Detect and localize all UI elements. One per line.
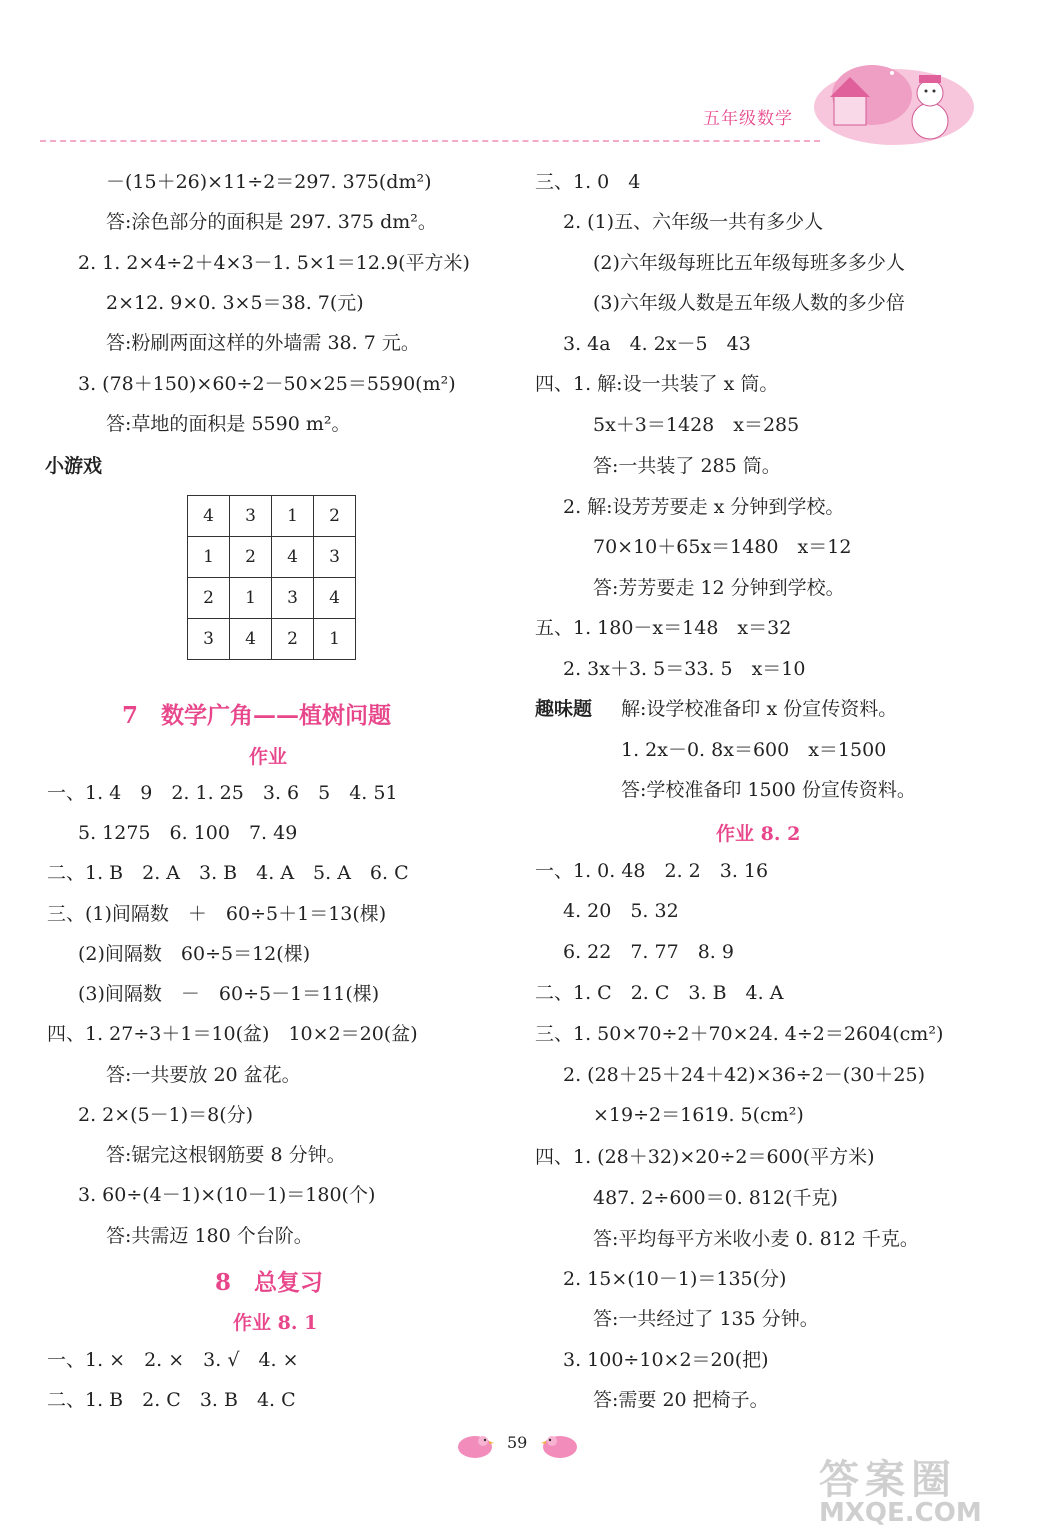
grid-cell: 4 [188, 496, 230, 537]
right-line-12: 五、1. 180－x＝148 x＝32 [535, 617, 792, 639]
sudoku-grid [187, 495, 356, 660]
grid-cell: 1 [188, 537, 230, 578]
s82-line-1: 一、1. 0. 48 2. 2 3. 16 [535, 860, 769, 882]
s7-line-1: 一、1. 4 9 2. 1. 25 3. 6 5 4. 51 [47, 782, 398, 804]
grid-cell: 3 [314, 537, 356, 578]
s82-line-7: ×19÷2＝1619. 5(cm²) [593, 1104, 804, 1126]
s82-line-10: 答:平均每平方米收小麦 0. 812 千克。 [593, 1228, 919, 1250]
s7-line-12: 答:共需迈 180 个台阶。 [106, 1225, 313, 1247]
grid-cell: 4 [314, 578, 356, 619]
section-82-subtitle: 作业 8. 2 [716, 823, 801, 845]
right-line-8: 答:一共装了 285 筒。 [593, 455, 781, 477]
grid-cell: 2 [188, 578, 230, 619]
grid-cell: 3 [230, 496, 272, 537]
grid-cell: 3 [188, 619, 230, 660]
s82-line-14: 答:需要 20 把椅子。 [593, 1389, 769, 1411]
s7-line-8: 答:一共要放 20 盆花。 [106, 1064, 301, 1086]
left-line-3: 2. 1. 2×4÷2＋4×3－1. 5×1＝12.9(平方米) [78, 252, 470, 274]
s82-line-8: 四、1. (28＋32)×20÷2＝600(平方米) [535, 1146, 875, 1168]
bird-left-icon [455, 1430, 495, 1460]
watermark-bottom: MXQE.COM [819, 1498, 982, 1528]
right-line-4: (3)六年级人数是五年级人数的多少倍 [593, 292, 905, 314]
s7-line-5: (2)间隔数 60÷5＝12(棵) [78, 943, 311, 965]
right-line-9: 2. 解:设芳芳要走 x 分钟到学校。 [563, 496, 845, 518]
right-line-16: 1. 2x－0. 8x＝600 x＝1500 [621, 739, 887, 761]
game-label: 小游戏 [45, 455, 103, 477]
grid-cell: 2 [272, 619, 314, 660]
s7-line-3: 二、1. B 2. A 3. B 4. A 5. A 6. C [47, 862, 409, 884]
right-line-17: 答:学校准备印 1500 份宣传资料。 [621, 779, 916, 801]
watermark-top: 答案圈 [819, 1457, 957, 1503]
s7-line-7: 四、1. 27÷3＋1＝10(盆) 10×2＝20(盆) [47, 1023, 418, 1045]
left-line-7: 答:草地的面积是 5590 m²。 [106, 413, 351, 435]
s82-line-4: 二、1. C 2. C 3. B 4. A [535, 982, 784, 1004]
grid-cell: 2 [314, 496, 356, 537]
right-line-6: 四、1. 解:设一共装了 x 筒。 [535, 373, 779, 395]
left-line-4: 2×12. 9×0. 3×5＝38. 7(元) [106, 292, 364, 314]
s7-line-10: 答:锯完这根钢筋要 8 分钟。 [106, 1144, 346, 1166]
grid-cell: 1 [272, 496, 314, 537]
grid-cell: 4 [230, 619, 272, 660]
section-8-title: 8 总复习 [215, 1269, 324, 1296]
s7-line-9: 2. 2×(5－1)＝8(分) [78, 1104, 254, 1126]
right-line-13: 2. 3x＋3. 5＝33. 5 x＝10 [563, 658, 806, 680]
grid-cell: 1 [230, 578, 272, 619]
s82-line-6: 2. (28＋25＋24＋42)×36÷2－(30＋25) [563, 1064, 925, 1086]
s7-line-6: (3)间隔数 － 60÷5－1＝11(棵) [78, 983, 380, 1005]
right-line-1: 三、1. 0 4 [535, 171, 641, 193]
section-8-subtitle: 作业 8. 1 [233, 1312, 318, 1334]
left-line-2: 答:涂色部分的面积是 297. 375 dm²。 [106, 211, 437, 233]
s82-line-9: 487. 2÷600＝0. 812(千克) [593, 1187, 838, 1209]
s8-line-1: 一、1. × 2. × 3. √ 4. × [47, 1349, 299, 1371]
s82-line-2: 4. 20 5. 32 [563, 900, 679, 922]
s7-line-2: 5. 1275 6. 100 7. 49 [78, 822, 298, 844]
s82-line-13: 3. 100÷10×2＝20(把) [563, 1349, 769, 1371]
s7-line-4: 三、(1)间隔数 ＋ 60÷5＋1＝13(棵) [47, 903, 387, 925]
left-line-6: 3. (78＋150)×60÷2－50×25＝5590(m²) [78, 373, 456, 395]
s82-line-5: 三、1. 50×70÷2＋70×24. 4÷2＝2604(cm²) [535, 1023, 944, 1045]
header-divider [40, 140, 820, 142]
bird-right-icon [540, 1430, 580, 1460]
s82-line-11: 2. 15×(10－1)＝135(分) [563, 1268, 787, 1290]
grid-cell: 4 [272, 537, 314, 578]
section-7-subtitle: 作业 [249, 746, 288, 768]
right-line-2: 2. (1)五、六年级一共有多少人 [563, 211, 824, 233]
header-title: 五年级数学 [703, 109, 793, 129]
page-number: 59 [507, 1433, 528, 1452]
right-line-7: 5x＋3＝1428 x＝285 [593, 414, 800, 436]
right-line-5: 3. 4a 4. 2x－5 43 [563, 333, 751, 355]
right-line-3: (2)六年级每班比五年级每班多多少人 [593, 252, 905, 274]
s82-line-3: 6. 22 7. 77 8. 9 [563, 941, 734, 963]
grid-cell: 2 [230, 537, 272, 578]
watermark [819, 1457, 1029, 1528]
left-line-5: 答:粉刷两面这样的外墙需 38. 7 元。 [106, 332, 420, 354]
grid-cell: 1 [314, 619, 356, 660]
section-7-title: 7 数学广角——植树问题 [122, 702, 392, 729]
s82-line-12: 答:一共经过了 135 分钟。 [593, 1308, 819, 1330]
left-line-1: －(15＋26)×11÷2＝297. 375(dm²) [106, 171, 432, 193]
right-line-10: 70×10＋65x＝1480 x＝12 [593, 536, 852, 558]
s7-line-11: 3. 60÷(4－1)×(10－1)＝180(个) [78, 1184, 376, 1206]
snowman-illustration [812, 55, 977, 147]
fun-question-label: 趣味题 [535, 698, 593, 720]
grid-cell: 3 [272, 578, 314, 619]
right-line-15: 解:设学校准备印 x 份宣传资料。 [621, 698, 898, 720]
right-line-11: 答:芳芳要走 12 分钟到学校。 [593, 577, 845, 599]
s8-line-2: 二、1. B 2. C 3. B 4. C [47, 1389, 296, 1411]
